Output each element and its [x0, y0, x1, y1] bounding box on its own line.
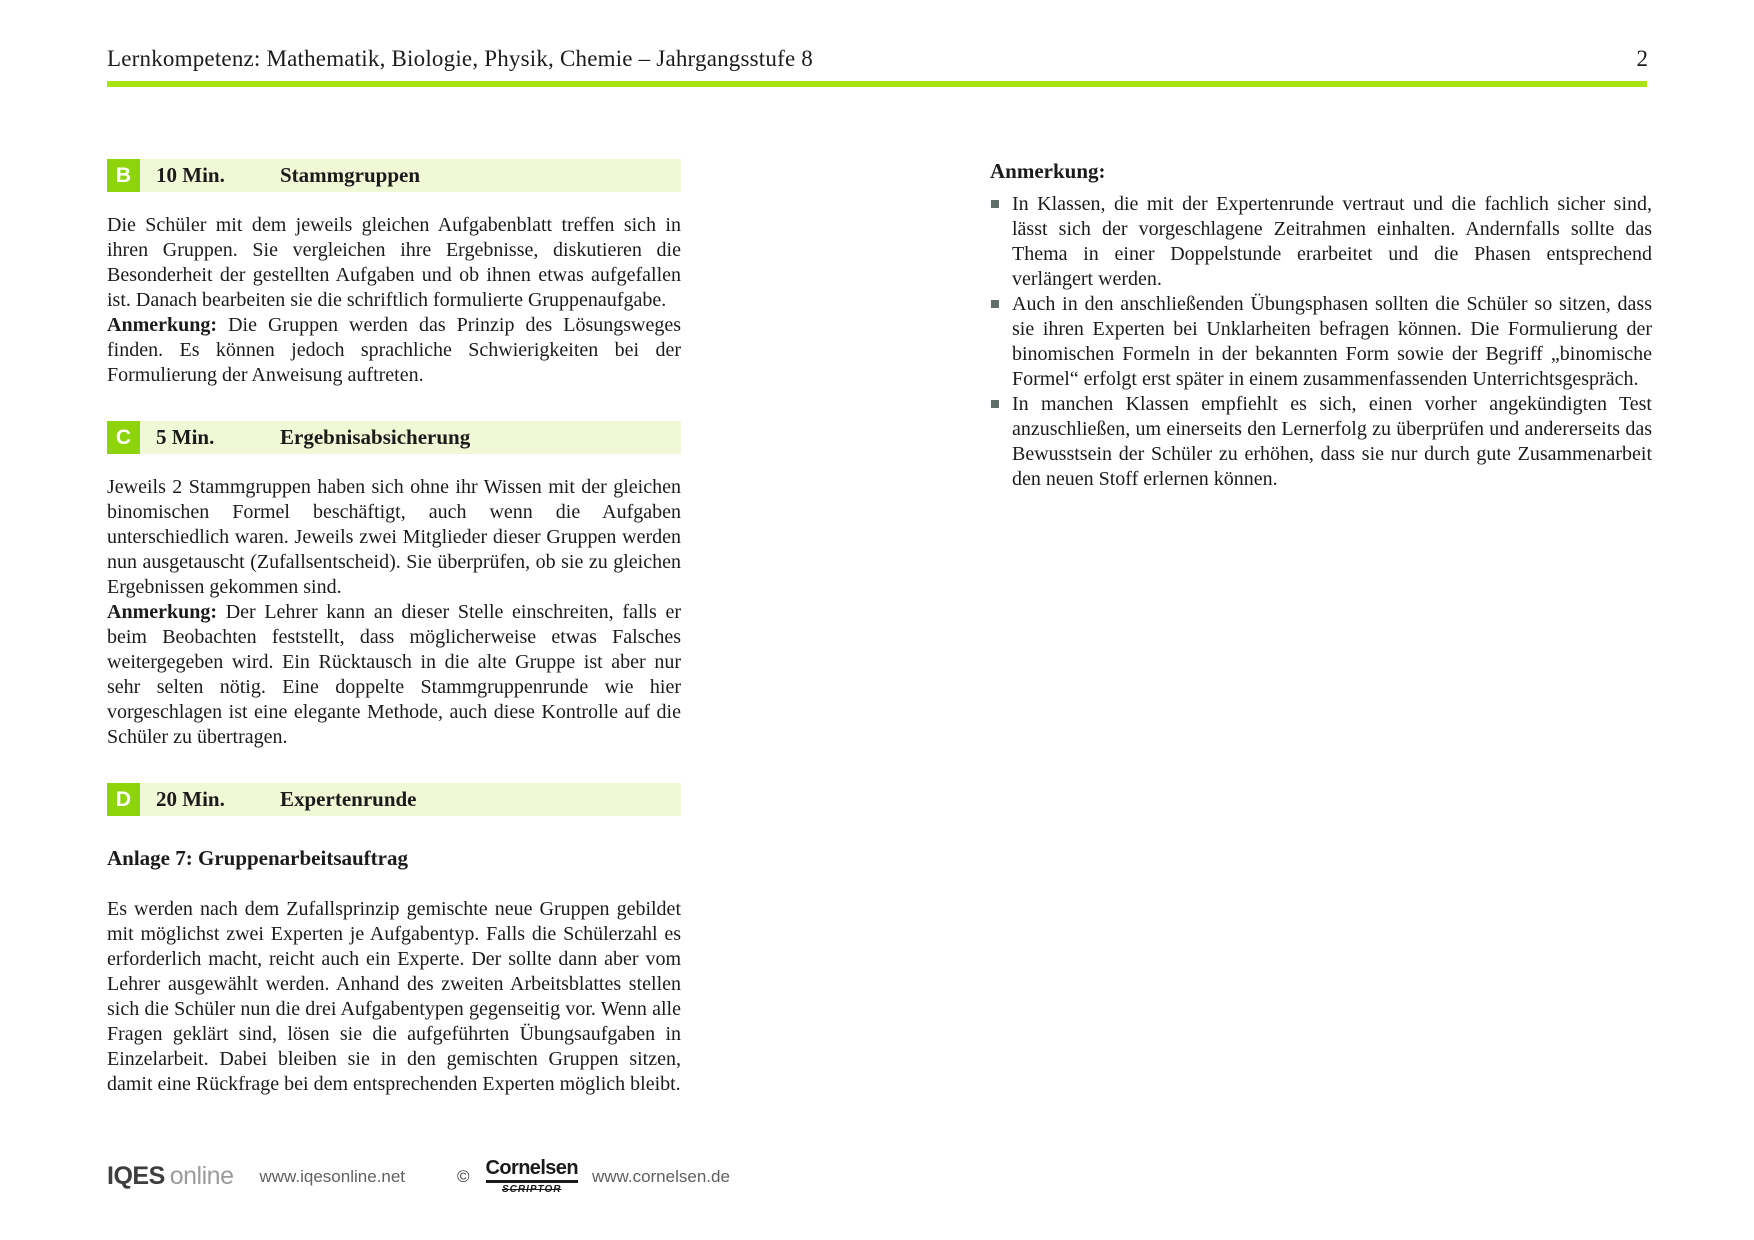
note-text: Der Lehrer kann an dieser Stelle einschreiten, falls er beim Beobachten feststellt, dass möglicherweise etwas Falsches weitergegeben wird. Ein Rücktausch in die alte Gruppe ist aber nur sehr selten nötig. Eine doppelte Stammgruppenrunde wie hier vorgeschlagen ist eine elegante Methode, auch diese Kontrolle auf die Schüler zu übertragen. — [107, 601, 681, 748]
note-stammgruppen — [107, 313, 681, 388]
scriptor-logo-text: SCRIPTOR — [502, 1184, 562, 1195]
phase-title-c: Ergebnisabsicherung — [280, 425, 471, 449]
paragraph-stammgruppen: Die Schüler mit dem jeweils gleichen Aufgabenblatt treffen sich in ihren Gruppen. Sie vergleichen ihre Ergebnisse, diskutieren die Besonderheit der gestellten Aufgaben und ob ihnen etwas aufgefallen ist. Danach bearbeiten sie die schriftlich formulierte Gruppenaufgabe. — [107, 214, 681, 311]
phase-badge-c: C — [107, 421, 140, 454]
paragraph-expertenrunde: Es werden nach dem Zufallsprinzip gemischte neue Gruppen gebildet mit möglichst zwei Experten je Aufgabentyp. Falls die Schülerzahl es erforderlich macht, reicht auch ein Experte. Der sollte dann aber vom Lehrer ausgewählt werden. Anhand des zweiten Arbeitsblattes stellen sich die Schüler nun die drei Aufgabentypen gegenseitig vor. Wenn alle Fragen geklärt sind, lösen sie die aufgeführten Übungsaufgaben in Einzelarbeit. Dabei bleiben sie in den gemischten Gruppen sitzen, damit eine Rückfrage bei dem entsprechenden Experten möglich bleibt. — [107, 898, 681, 1095]
phase-title-b: Stammgruppen — [280, 163, 421, 187]
page-footer — [107, 1158, 730, 1195]
list-item-text: In manchen Klassen empfiehlt es sich, einen vorher angekündigten Test anzuschließen, um einerseits den Lernerfolg zu überprüfen und andererseits das Bewusstsein der Schüler zu erhöhen, dass sie nur durch gute Zusammenarbeit den neuen Stoff erlernen können. — [1012, 393, 1652, 490]
square-bullet-icon — [991, 200, 999, 208]
iqes-logo-suffix: online — [169, 1162, 234, 1190]
list-item-text: In Klassen, die mit der Expertenrunde vertraut und die fachlich sicher sind, lässt sich der vorgeschlagene Zeitrahmen einhalten. Andernfalls sollte das Thema in einer Doppelstunde erarbeitet und die Phasen entsprechend verlängert werden. — [1012, 193, 1652, 290]
note-ergebnisabsicherung — [107, 600, 681, 750]
list-item — [990, 292, 1652, 392]
square-bullet-icon — [991, 400, 999, 408]
phase-duration-c: 5 Min. — [156, 425, 215, 449]
remarks-heading: Anmerkung: — [990, 159, 1106, 183]
phase-badge-b: B — [107, 159, 140, 192]
page-header-title: Lernkompetenz: Mathematik, Biologie, Physik, Chemie – Jahrgangsstufe 8 — [107, 46, 814, 71]
phase-bar-d — [107, 783, 681, 816]
list-item — [990, 392, 1652, 492]
phase-bar-b — [107, 159, 681, 192]
phase-duration-b: 10 Min. — [156, 163, 225, 187]
iqes-online-logo — [107, 1162, 233, 1191]
paragraph-ergebnisabsicherung: Jeweils 2 Stammgruppen haben sich ohne ihr Wissen mit der gleichen binomischen Formel beschäftigt, auch wenn die Aufgaben unterschiedlich waren. Jeweils zwei Mitglieder dieser Gruppen werden nun ausgetauscht (Zufallsentscheid). Sie überprüfen, ob sie zu gleichen Ergebnissen gekommen sind. — [107, 476, 681, 598]
cornelsen-logo-text: Cornelsen — [486, 1158, 578, 1183]
note-label: Anmerkung: — [107, 601, 218, 623]
header-rule — [107, 81, 1647, 87]
iqes-url: www.iqesonline.net — [259, 1166, 406, 1186]
phase-duration-d: 20 Min. — [156, 787, 225, 811]
right-column — [990, 159, 1652, 492]
left-column — [107, 159, 681, 1097]
list-item-text: Auch in den anschließenden Übungsphasen sollten die Schüler so sitzen, dass sie ihren Experten bei Unklarheiten befragen können. Die Formulierung der binomischen Formeln in der bekannten Form sowie der Begriff „binomische Formel“ erfolgt erst später in einem zusammenfassenden Unterrichtsgespräch. — [1012, 293, 1652, 390]
copyright-symbol: © — [457, 1166, 470, 1186]
phase-bar-c — [107, 421, 681, 454]
attachment-heading: Anlage 7: Gruppenarbeitsauftrag — [107, 846, 408, 870]
note-label: Anmerkung: — [107, 314, 218, 336]
list-item — [990, 192, 1652, 292]
cornelsen-scriptor-logo — [486, 1158, 578, 1195]
square-bullet-icon — [991, 300, 999, 308]
page-number: 2 — [1636, 46, 1648, 71]
note-text: Die Gruppen werden das Prinzip des Lösungsweges finden. Es können jedoch sprachliche Schwierigkeiten bei der Formulierung der Anweisung auftreten. — [107, 314, 681, 386]
cornelsen-url: www.cornelsen.de — [591, 1166, 730, 1186]
remarks-list — [990, 192, 1652, 492]
phase-badge-d: D — [107, 783, 140, 816]
phase-title-d: Expertenrunde — [280, 787, 417, 811]
iqes-logo-text: IQES — [107, 1162, 165, 1190]
